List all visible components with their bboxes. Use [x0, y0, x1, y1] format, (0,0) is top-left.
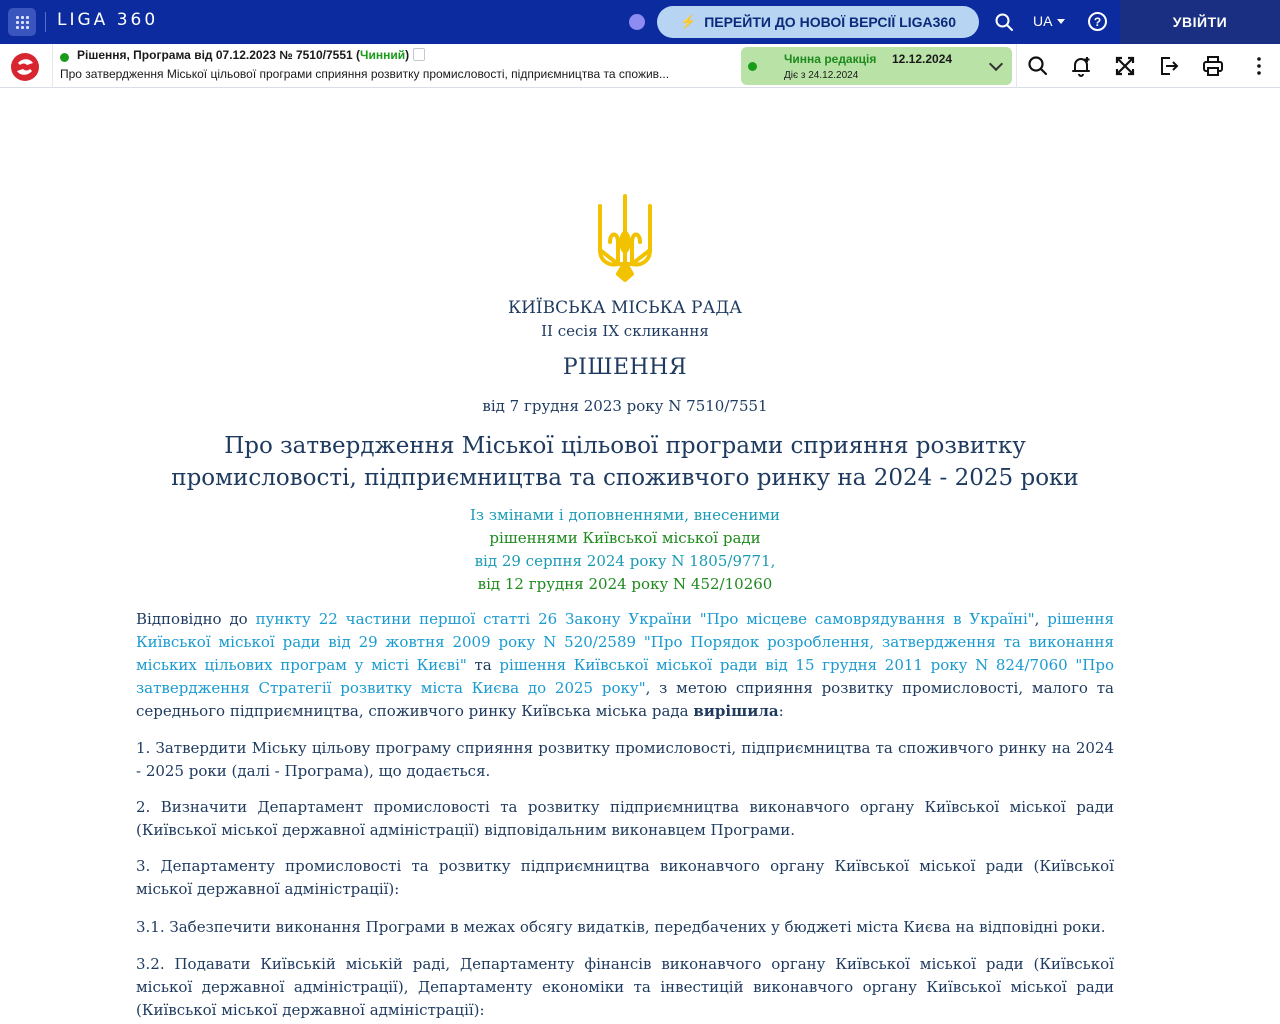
divider [52, 44, 53, 88]
document-heading: Про затвердження Міської цільової програми сприяння розвитку промисловості, підприємництва та споживчого ринку на 2024 - 2025 роки [171, 433, 1079, 491]
apps-grid-icon[interactable] [8, 8, 36, 36]
search-icon[interactable] [1026, 54, 1050, 78]
edition-valid-from: Діє з 24.12.2024 [784, 70, 859, 81]
document-toolbar [0, 44, 1280, 88]
new-version-button[interactable] [657, 6, 979, 38]
resolved-word: вирішила [693, 702, 779, 720]
document-subtitle: Про затвердження Міської цільової програми сприяння розвитку промисловості, підприємництва та спожив... [60, 67, 670, 81]
expand-icon[interactable] [1113, 54, 1137, 78]
law-link[interactable]: пункту 22 частини першої статті 26 Закону України "Про місцеве самоврядування в Україні" [255, 610, 1035, 628]
divider [1016, 44, 1017, 88]
clause-paragraph: 3.1. Забезпечити виконання Програми в межах обсягу видатків, передбачених у бюджеті міста Києва на відповідні роки. [136, 918, 1106, 936]
text: , [1034, 610, 1048, 628]
text: : [778, 702, 784, 720]
print-icon[interactable] [1201, 54, 1225, 78]
document-body [0, 89, 1280, 1024]
document-type: РІШЕННЯ [562, 355, 688, 380]
edition-label: Чинна редакція [784, 52, 877, 66]
amendments-link[interactable]: від 29 серпня 2024 року N 1805/9771, [474, 552, 776, 570]
document-status: Чинний [360, 48, 406, 62]
amendments-link[interactable]: рішеннями Київської міської ради [489, 529, 761, 547]
status-dot-icon [60, 53, 69, 62]
status-dot-icon [629, 14, 645, 30]
status-dot-icon [748, 62, 757, 71]
login-button[interactable]: УВІЙТИ [1120, 0, 1280, 44]
clause-paragraph: 3. Департаменту промисловості та розвитку підприємництва виконавчого органу Київської міської ради (Київської міської державної адміністрації): [136, 857, 1114, 898]
text: та [466, 656, 500, 674]
text: Відповідно до [136, 610, 256, 628]
session-line: II сесія IX скликання [541, 322, 709, 340]
decision-link[interactable]: рішення Київської міської ради від 29 жовтня 2009 року N 520/2589 "Про Порядок розроблення, затвердження та виконання міських цільових програм у місті Києві" [136, 610, 1114, 674]
search-icon[interactable] [994, 12, 1014, 32]
copy-icon[interactable] [413, 48, 425, 61]
clause-paragraph: 3.2. Подавати Київській міській раді, Департаменту фінансів виконавчого органу Київської міської ради (Київської міської державної адміністрації), Департаменту економіки та інвестицій виконавчого органу Київської міської ради (Київської міської державної адміністрації): [136, 955, 1114, 1019]
document-date: від 7 грудня 2023 року N 7510/7551 [482, 397, 768, 415]
language-label: UA [1033, 13, 1053, 29]
bolt-icon: ⚡ [680, 14, 697, 29]
top-bar [0, 0, 1280, 44]
divider [45, 12, 46, 32]
text: , з метою сприяння розвитку промисловості, малого та середнього підприємництва, споживчого ринку Київська міська рада [136, 679, 1114, 720]
help-icon[interactable]: ? [1088, 12, 1107, 31]
bell-plus-icon[interactable] [1069, 54, 1093, 78]
brand-logo[interactable]: LIGA 360 [57, 10, 159, 30]
strategy-link[interactable]: рішення Київської міської ради від 15 грудня 2011 року N 824/7060 "Про затвердження Стратегії розвитку міста Києва до 2025 року" [136, 656, 1114, 697]
more-vertical-icon[interactable] [1247, 54, 1271, 78]
chevron-down-icon [989, 57, 1003, 71]
preamble-paragraph [136, 608, 1114, 723]
clause-paragraph: 2. Визначити Департамент промисловості та розвитку підприємництва виконавчого органу Київської міської ради (Київської міської державної адміністрації) відповідальним виконавцем Програми. [136, 798, 1114, 839]
export-icon[interactable] [1157, 54, 1181, 78]
document-title-text: Рішення, Програма від 07.12.2023 № 7510/7551 ( [77, 48, 361, 62]
amendments-link[interactable]: від 12 грудня 2024 року N 452/10260 [477, 575, 773, 593]
language-select[interactable] [1033, 13, 1065, 29]
new-version-label: ПЕРЕЙТИ ДО НОВОЇ ВЕРСІЇ LIGA360 [704, 14, 956, 30]
edition-date: 12.12.2024 [892, 52, 953, 66]
edition-selector[interactable] [741, 47, 1012, 85]
caret-down-icon [1057, 19, 1065, 24]
clause-paragraph: 1. Затвердити Міську цільову програму сприяння розвитку промисловості, підприємництва та споживчого ринку на 2024 - 2025 роки (далі - Програма), що додається. [136, 739, 1114, 780]
amendments-note: Із змінами і доповненнями, внесеними [470, 506, 780, 524]
trident-emblem-icon [596, 192, 654, 282]
document-title [77, 48, 425, 62]
document-title-close: ) [405, 48, 410, 62]
council-name: КИЇВСЬКА МІСЬКА РАДА [507, 298, 743, 318]
liga-logo-icon[interactable] [10, 52, 40, 82]
